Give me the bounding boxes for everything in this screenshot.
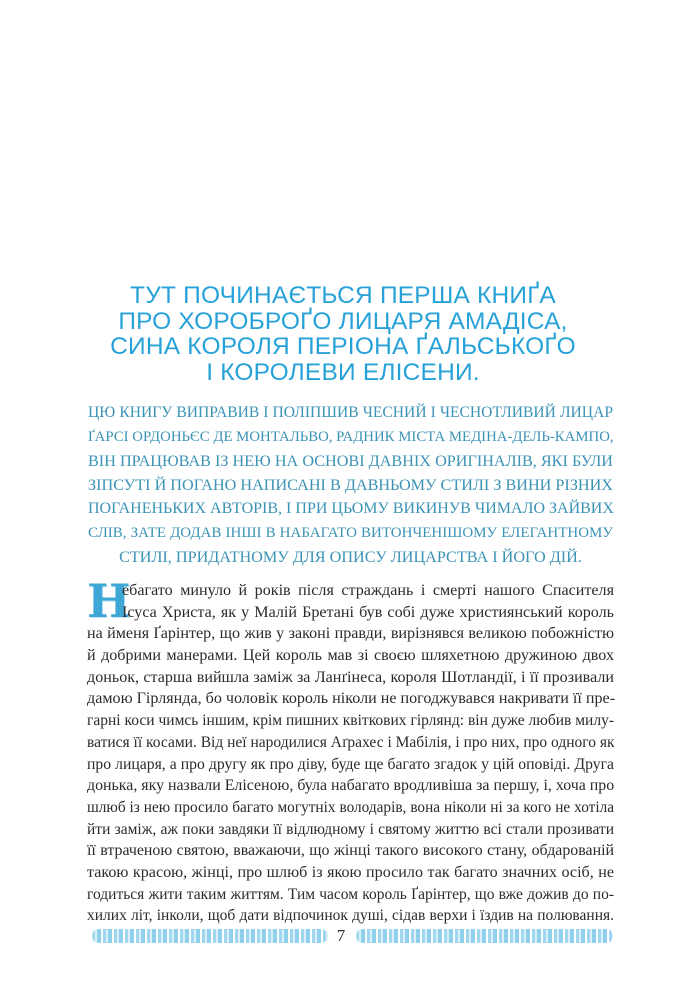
heading-line: СИНА КОРОЛЯ ПЕРІОНА ҐАЛЬСЬКОҐО [110,333,576,361]
subheading-line: ҐАРСІ ОРДОНЬЄС ДЕ МОНТАЛЬВО, РАДНИК МІСТА МЕДІНА-ДЕЛЬ-КАМПО, [88,429,614,445]
heading-line: І КОРОЛЕВИ ЕЛІСЕНИ. [206,359,480,387]
body-line: дамою Гірлянда, бо чоловік король ніколи не погоджувався накривати її пре- [87,690,616,708]
body-line: хилих літ, інколи, щоб дати відпочинок душі, сідав верхи і їздив на полювання. [87,907,614,925]
body-line: годиться жити таким життям. Тим часом король Ґарінтер, що вже дожив до по- [87,885,614,903]
subheading-line: СТИЛІ, ПРИДАТНОМУ ДЛЯ ОПИСУ ЛИЦАРСТВА І ЙОГО ДІЙ. [119,548,582,566]
ornament-border-left [92,929,328,943]
body-line: йти заміж, аж поки завдяки її відлюдному і святому життю всі стали прозивати [87,820,614,838]
body-text [87,574,616,927]
body-line: Ісуса Христа, як у Малій Бретані був собі дуже християнський король [122,603,614,621]
body-line: донька, яку назвали Елісеною, була набагато вродливіша за першу, і, хоча про [87,777,615,795]
body-line: доньок, старша вийшла заміж за Ланґінеса, короля Шотландії, і її прозивали [87,668,614,686]
heading-line: ТУТ ПОЧИНАЄТЬСЯ ПЕРША КНИҐА [130,282,556,309]
subheading-line: ЦЮ КНИГУ ВИПРАВИВ І ПОЛІПШИВ ЧЕСНИЙ І ЧЕСНОТЛИВИЙ ЛИЦАР [88,404,613,421]
body-line: на йменя Ґарінтер, що жив у законі правди, вирізнявся великою побожністю [87,625,614,643]
body-line: такою красою, жінці, про шлюб із якою просило так багато значних осіб, не [87,863,614,881]
body-line: її втраченою святою, вважаючи, що жінці такого високого стану, обдарованій [87,842,614,860]
subheading-line: СЛІВ, ЗАТЕ ДОДАВ ІНШІ В НАБАГАТО ВИТОНЧЕНІШОМУ ЕЛЕГАНТНОМУ [88,525,613,541]
ornament-border-right [356,929,613,943]
body-line: ебагато минуло й років після страждань і смерті нашого Спасителя [122,582,614,599]
page-number: 7 [336,926,346,945]
subheading-line: ЗІПСУТІ Й ПОГАНО НАПИСАНІ В ДАВНЬОМУ СТИЛІ З ВИНИ РІЗНИХ [88,476,613,494]
subheading-line: ВІН ПРАЦЮВАВ ІЗ НЕЮ НА ОСНОВІ ДАВНІХ ОРИГІНАЛІВ, ЯКІ БУЛИ [88,452,613,470]
body-line: ватися її косами. Від неї народилися Аґрахес і Мабілія, і про них, про одного як [87,733,615,751]
chapter-subheading [88,401,613,569]
body-line: й добрими манерами. Цей король мав зі своєю шляхетною дружиною двох [87,647,614,665]
heading-line: ПРО ХОРОБРОҐО ЛИЦАРЯ АМАДІСА, [118,307,568,335]
body-line: гарні коси чимсь іншим, крім пишних квіткових гірлянд: він дуже любив милу- [87,712,614,730]
drop-cap: Н [87,574,131,628]
subheading-line: ПОГАНЕНЬКИХ АВТОРІВ, І ПРИ ЦЬОМУ ВИКИНУВ ЧИМАЛО ЗАЙВИХ [88,500,614,517]
chapter-heading [60,283,626,386]
body-line: про лицаря, а про другу як про діву, буде ще багато згадок у цій оповіді. Друга [87,755,614,773]
body-line: шлюб із нею просило багато могутніх володарів, вона ніколи ні за кого не хотіла [87,798,614,816]
